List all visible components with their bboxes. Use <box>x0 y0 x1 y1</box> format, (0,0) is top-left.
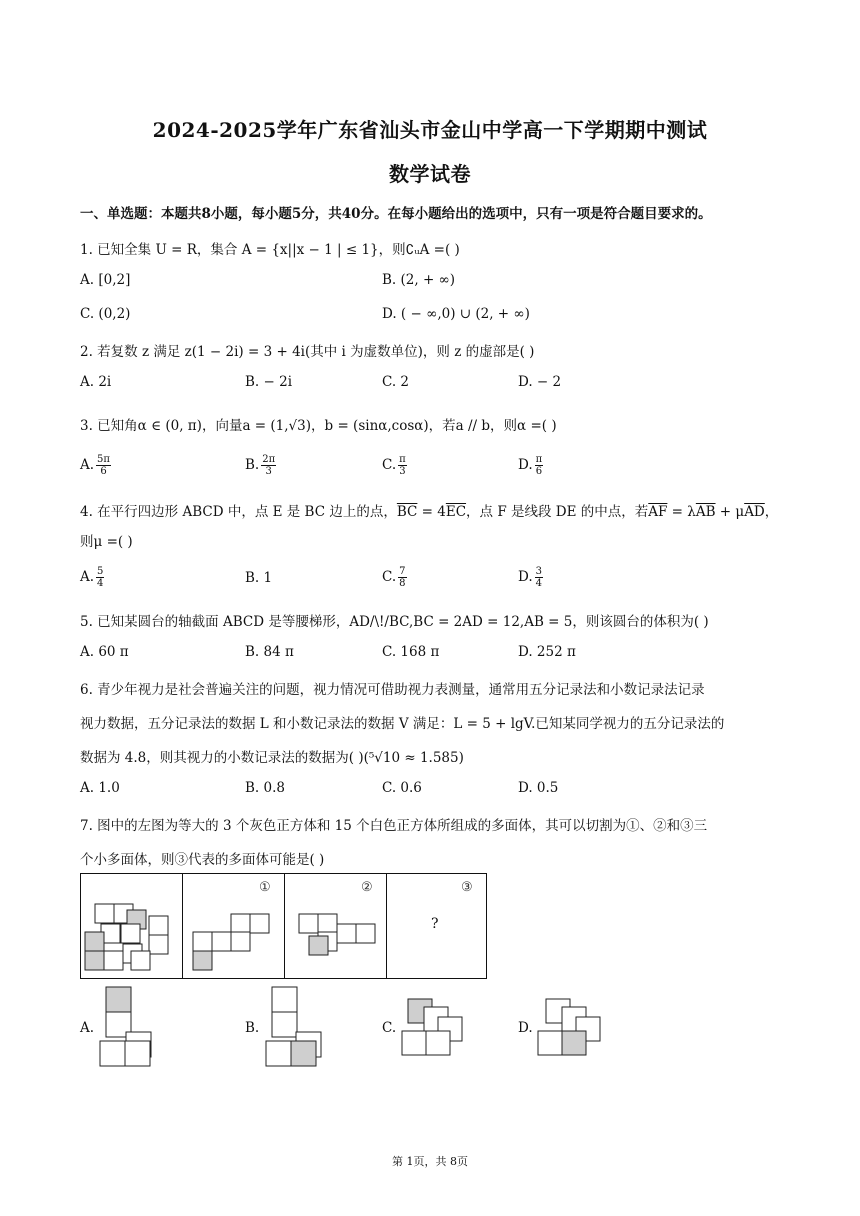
q7-option-a-figure <box>96 985 166 1071</box>
question-3-option-a: A. $\frac{5\pi}{6}$ <box>80 454 110 477</box>
question-4-option-a: A. $\frac{5}{4}$ <box>80 566 104 589</box>
question-4-stem: 4. 在平行四边形 ABCD 中，点 E 是 BC 边上的点，$\overline{BC} = 4\overline{EC}$，点 F 是线段 DE 的中点，若$\overline{AF} = \lambda\overline{AB} + \mu\overline{AD}$， <box>80 504 779 520</box>
question-3-option-c: C. $\frac{\pi}{3}$ <box>382 454 406 477</box>
full-polyhedron-drawing <box>81 874 181 978</box>
unknown-question-mark: ? <box>431 916 439 932</box>
question-1-option-a: A. [0,2] <box>80 272 131 288</box>
q3-vector-a: a = (1,√3)， <box>242 418 325 434</box>
q3-stem-part: 3. 已知角α ∈ (0, π)，向量 <box>80 418 243 434</box>
question-2-option-a: A. 2i <box>80 374 112 390</box>
question-1-option-d: D. ( − ∞,0) ∪ (2, + ∞) <box>382 306 530 322</box>
q7-option-d-label: D. <box>518 1020 533 1036</box>
fraction: $\frac{3}{4}$ <box>535 566 543 589</box>
question-7-line-1: 7. 图中的左图为等大的 3 个灰色正方体和 15 个白色正方体所组成的多面体，其可以切割为①、②和③三 <box>80 818 708 834</box>
label-circled-3: ③ <box>461 880 473 895</box>
question-2-option-b: B. − 2i <box>245 374 293 390</box>
question-3-option-b: B. $\frac{2\pi}{3}$ <box>245 454 276 477</box>
question-2-option-d: D. − 2 <box>518 374 562 390</box>
question-6-line-1: 6. 青少年视力是社会普遍关注的问题，视力情况可借助视力表测量，通常用五分记录法和小数记录法记录 <box>80 682 705 698</box>
fraction: $\frac{\pi}{3}$ <box>399 454 406 477</box>
fraction: $\frac{5}{4}$ <box>97 566 104 589</box>
question-2-option-c: C. 2 <box>382 374 410 390</box>
label-circled-1: ① <box>259 880 271 895</box>
question-1-stem: 1. 已知全集 U = R，集合 A = {x||x − 1 | ≤ 1}，则∁ᵤA =( ) <box>80 242 460 258</box>
q3-parallel: a // b <box>455 418 491 434</box>
question-6-option-c: C. 0.6 <box>382 780 422 796</box>
question-3-option-d: D. $\frac{\pi}{6}$ <box>518 454 543 477</box>
exam-subtitle: 数学试卷 <box>389 162 471 186</box>
question-5-option-c: C. 168 π <box>382 644 440 660</box>
q7-option-c-label: C. <box>382 1020 397 1036</box>
question-5-option-a: A. 60 π <box>80 644 129 660</box>
page-footer: 第 1页，共 8页 <box>392 1155 468 1168</box>
q7-figure-table <box>80 873 487 979</box>
question-1-option-b: B. (2, + ∞) <box>382 272 456 288</box>
q7-option-b-figure <box>262 985 332 1071</box>
q7-figure-part-3 <box>387 874 486 978</box>
q7-option-c-figure <box>398 995 468 1061</box>
question-5-option-d: D. 252 π <box>518 644 576 660</box>
section-heading: 一、单选题：本题共8小题，每小题5分，共40分。在每小题给出的选项中，只有一项是符合题目要求的。 <box>80 206 712 222</box>
question-6-option-d: D. 0.5 <box>518 780 559 796</box>
exam-title: 2024-2025学年广东省汕头市金山中学高一下学期期中测试 <box>152 118 708 142</box>
question-6-option-b: B. 0.8 <box>245 780 285 796</box>
fraction: $\frac{\pi}{6}$ <box>535 454 543 477</box>
question-4-option-b: B. 1 <box>245 570 273 586</box>
question-5-option-b: B. 84 π <box>245 644 294 660</box>
question-4-stem-line2: 则μ =( ) <box>80 534 133 550</box>
question-2-stem: 2. 若复数 z 满足 z(1 − 2i) = 3 + 4i(其中 i 为虚数单位)，则 z 的虚部是( ) <box>80 344 535 360</box>
fraction: $\frac{5\pi}{6}$ <box>97 454 110 477</box>
question-1-option-c: C. (0,2) <box>80 306 131 322</box>
question-5-stem: 5. 已知某圆台的轴截面 ABCD 是等腰梯形，AD/\!/BC,BC = 2AD = 12,AB = 5，则该圆台的体积为( ) <box>80 614 709 630</box>
question-4-option-c: C. $\frac{7}{8}$ <box>382 566 406 589</box>
question-7-line-2: 个小多面体，则③代表的多面体可能是( ) <box>80 852 325 868</box>
question-6-line-3: 数据为 4.8，则其视力的小数记录法的数据为( )(⁵√10 ≈ 1.585) <box>80 750 464 766</box>
q7-option-a-label: A. <box>80 1020 95 1036</box>
question-3-stem <box>80 414 557 434</box>
q3-vector-b: b = (sinα,cosα)，若 <box>324 418 456 434</box>
fraction: $\frac{7}{8}$ <box>399 566 406 589</box>
q7-option-d-figure <box>534 995 604 1061</box>
q3-stem-end: ，则α =( ) <box>490 418 557 434</box>
q7-figure-full <box>81 874 183 978</box>
question-4-option-d: D. $\frac{3}{4}$ <box>518 566 543 589</box>
question-6-line-2: 视力数据，五分记录法的数据 L 和小数记录法的数据 V 满足：L = 5 + lgV.已知某同学视力的五分记录法的 <box>80 716 725 732</box>
label-circled-2: ② <box>361 880 373 895</box>
question-6-option-a: A. 1.0 <box>80 780 120 796</box>
q7-figure-part-1 <box>183 874 285 978</box>
q7-figure-part-2 <box>285 874 387 978</box>
q7-option-b-label: B. <box>245 1020 260 1036</box>
fraction: $\frac{2\pi}{3}$ <box>262 454 276 477</box>
